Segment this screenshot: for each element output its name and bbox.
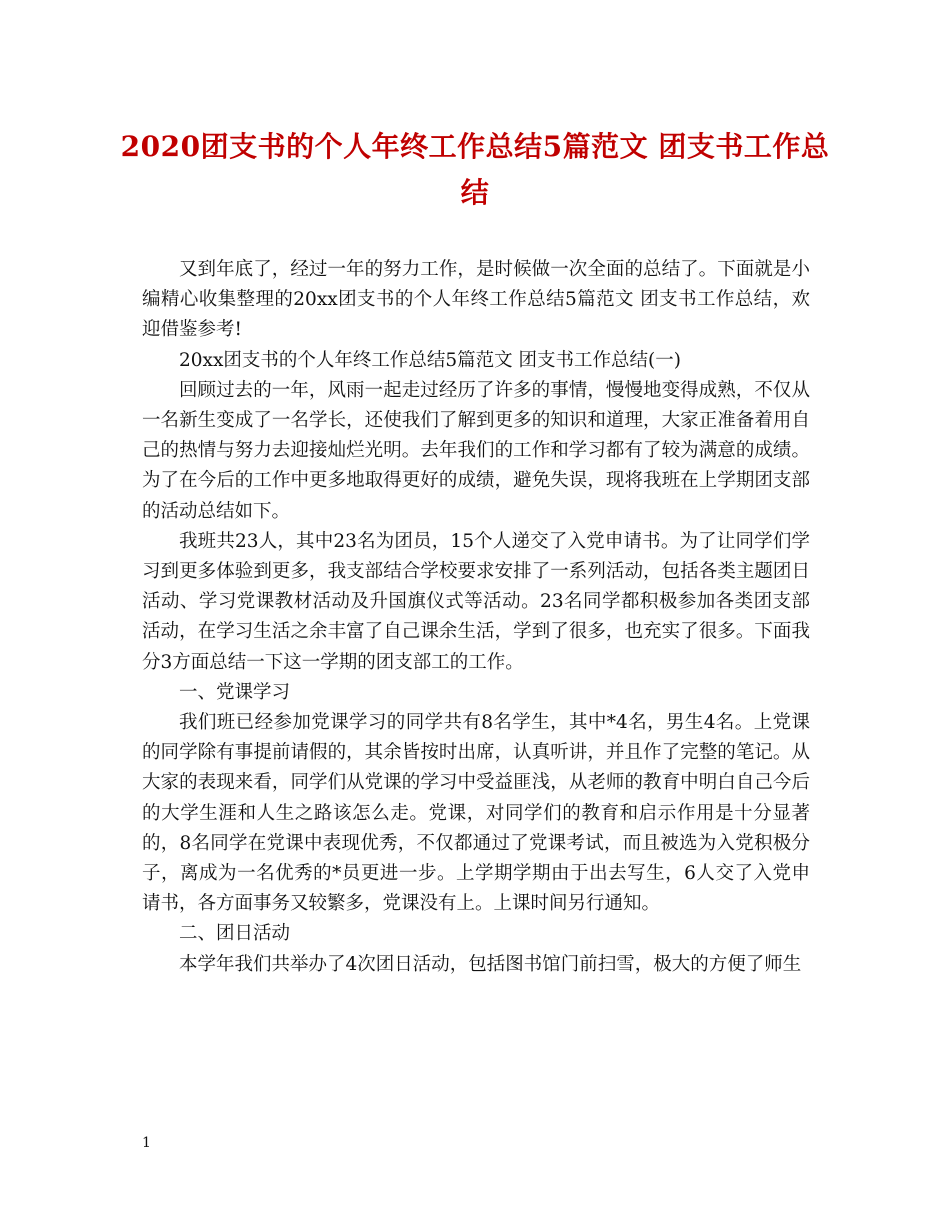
body-paragraph: 我们班已经参加党课学习的同学共有8名学生，其中*4名，男生4名。上党课的同学除有事提前请假的，其余皆按时出席，认真听讲，并且作了完整的笔记。从大家的表现来看，同学们从党课的学习中受益匪浅，从老师的教育中明白自己今后的大学生涯和人生之路该怎么走。党课，对同学们的教育和启示作用是十分显著的，8名同学在党课中表现优秀，不仅都通过了党课考试，而且被选为入党积极分子，离成为一名优秀的*员更进一步。上学期学期由于出去写生，6人交了入党申请书，各方面事务又较繁多，党课没有上。上课时间另行通知。: [142, 712, 810, 915]
body-paragraph: 我班共23人，其中23名为团员，15个人递交了入党申请书。为了让同学们学习到更多体验到更多，我支部结合学校要求安排了一系列活动，包括各类主题团日活动、学习党课教材活动及升国旗仪式等活动。23名同学都积极参加各类团支部活动，在学习生活之余丰富了自己课余生活，学到了很多，也充实了很多。下面我分3方面总结一下这一学期的团支部工的工作。: [142, 530, 810, 673]
intro-paragraph: 又到年底了，经过一年的努力工作，是时候做一次全面的总结了。下面就是小编精心收集整理的20xx团支书的个人年终工作总结5篇范文 团支书工作总结，欢迎借鉴参考!: [142, 259, 810, 341]
page-number: 1: [142, 1135, 151, 1151]
document-title: 2020团支书的个人年终工作总结5篇范文 团支书工作总结: [120, 130, 830, 209]
section-heading-1: 20xx团支书的个人年终工作总结5篇范文 团支书工作总结(一): [179, 349, 681, 371]
body-paragraph: 回顾过去的一年，风雨一起走过经历了许多的事情，慢慢地变得成熟，不仅从一名新生变成了一名学长，还使我们了解到更多的知识和道理，大家正准备着用自己的热情与努力去迎接灿烂光明。去年我们的工作和学习都有了较为满意的成绩。为了在今后的工作中更多地取得更好的成绩，避免失误，现将我班在上学期团支部的活动总结如下。: [142, 379, 810, 522]
subheading-party-class: 一、党课学习: [179, 681, 291, 703]
subheading-league-day: 二、团日活动: [179, 923, 291, 945]
document-body: [142, 255, 810, 980]
body-paragraph: 本学年我们共举办了4次团日活动，包括图书馆门前扫雪，极大的方便了师生: [179, 953, 802, 975]
